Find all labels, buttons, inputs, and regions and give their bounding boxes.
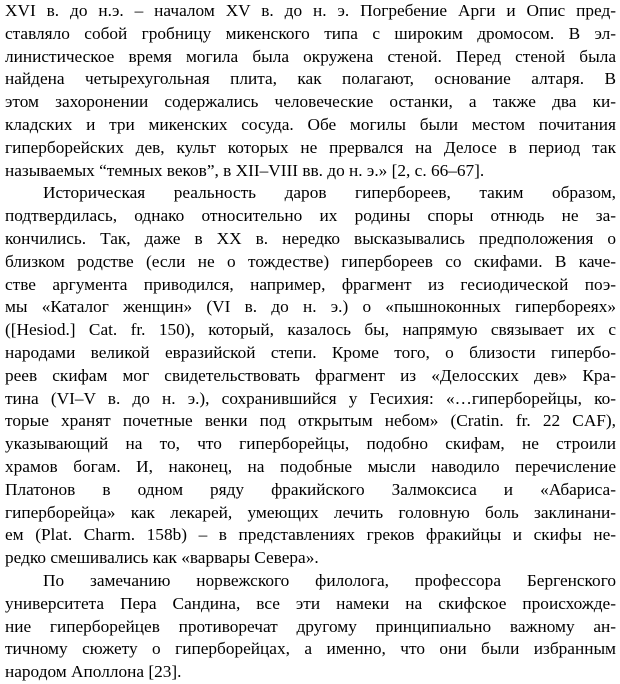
text-line: Платонов в одном ряду фракийского Залмоксиса и «Абариса-	[5, 479, 616, 499]
text-line: называемых “темных веков”, в XII–VIII вв. до н. э.» [2, с. 66–67].	[5, 160, 485, 180]
text-line: гиперборейских дев, культ которых не прервался на Делосе в период так	[5, 137, 616, 157]
paragraph-3	[5, 570, 616, 684]
text-line: По замечанию норвежского филолога, профессора Бергенского	[43, 570, 616, 590]
text-line: XVI в. до н.э. – началом XV в. до н. э. Погребение Арги и Опис пред-	[5, 1, 616, 20]
text-line: тина (VI–V в. до н. э.), сохранившийся у Гесихия: «…гиперборейцы, ко-	[5, 388, 616, 408]
text-line: ние гиперборейцев противоречат другому принципиально важному ан-	[5, 616, 616, 636]
text-line: народами великой евразийской степи. Кроме того, о близости гипербо-	[5, 342, 616, 362]
text-line: университета Пера Сандина, все эти намеки на скифское происхожде-	[5, 593, 616, 613]
text-line: народом Аполлона [23].	[5, 662, 182, 682]
text-line: редко смешивались как «варвары Севера».	[5, 548, 319, 568]
text-line: подтвердилась, однако относительно их родины споры отнюдь не за-	[5, 206, 616, 226]
paragraph-1	[5, 0, 616, 182]
text-line: гиперборейца» как лекарей, умеющих лечить головную боль заклинани-	[5, 502, 616, 522]
text-line: тичному сюжету о гиперборейцах, а именно, что они были избранным	[5, 639, 616, 659]
paragraph-2	[5, 182, 616, 570]
text-line: храмов богам. И, наконец, на подобные мысли наводило перечисление	[5, 456, 616, 476]
text-line: мы «Каталог женщин» (VI в. до н. э.) о «пышноконных гипербореях»	[5, 297, 616, 317]
text-line: указывающий на то, что гиперборейцы, подобно скифам, не строили	[5, 434, 616, 454]
text-line: найдена четырехугольная плита, как полагают, основание алтаря. В	[5, 69, 616, 89]
text-line: ([Hesiod.] Cat. fr. 150), который, казалось бы, напрямую связывает их с	[5, 320, 616, 340]
text-line: Историческая реальность даров гипербореев, таким образом,	[43, 183, 616, 203]
text-line: ем (Plat. Charm. 158b) – в представлениях греков фракийцы и скифы не-	[5, 525, 616, 545]
text-line: линистическое время могила была окружена стеной. Перед стеной была	[5, 46, 616, 66]
text-line: близком родстве (если не о тождестве) гипербореев со скифами. В каче-	[5, 251, 616, 271]
text-line: этом захоронении содержались человеческие останки, а также два ки-	[5, 92, 616, 112]
text-line: кончились. Так, даже в XX в. нередко высказывались предположения о	[5, 228, 616, 248]
text-line: торые хранят почетные венки под открытым небом» (Cratin. fr. 22 CAF),	[5, 411, 616, 431]
text-line: ставляло собой гробницу микенского типа с широким дромосом. В эл-	[5, 23, 616, 43]
text-line: реев скифам мог свидетельствовать фрагмент из «Делосских дев» Кра-	[5, 365, 616, 385]
text-line: кладских и три микенских сосуда. Обе могилы были местом почитания	[5, 114, 616, 134]
text-line: стве аргумента приводился, например, фрагмент из гесиодической поэ-	[5, 274, 616, 294]
